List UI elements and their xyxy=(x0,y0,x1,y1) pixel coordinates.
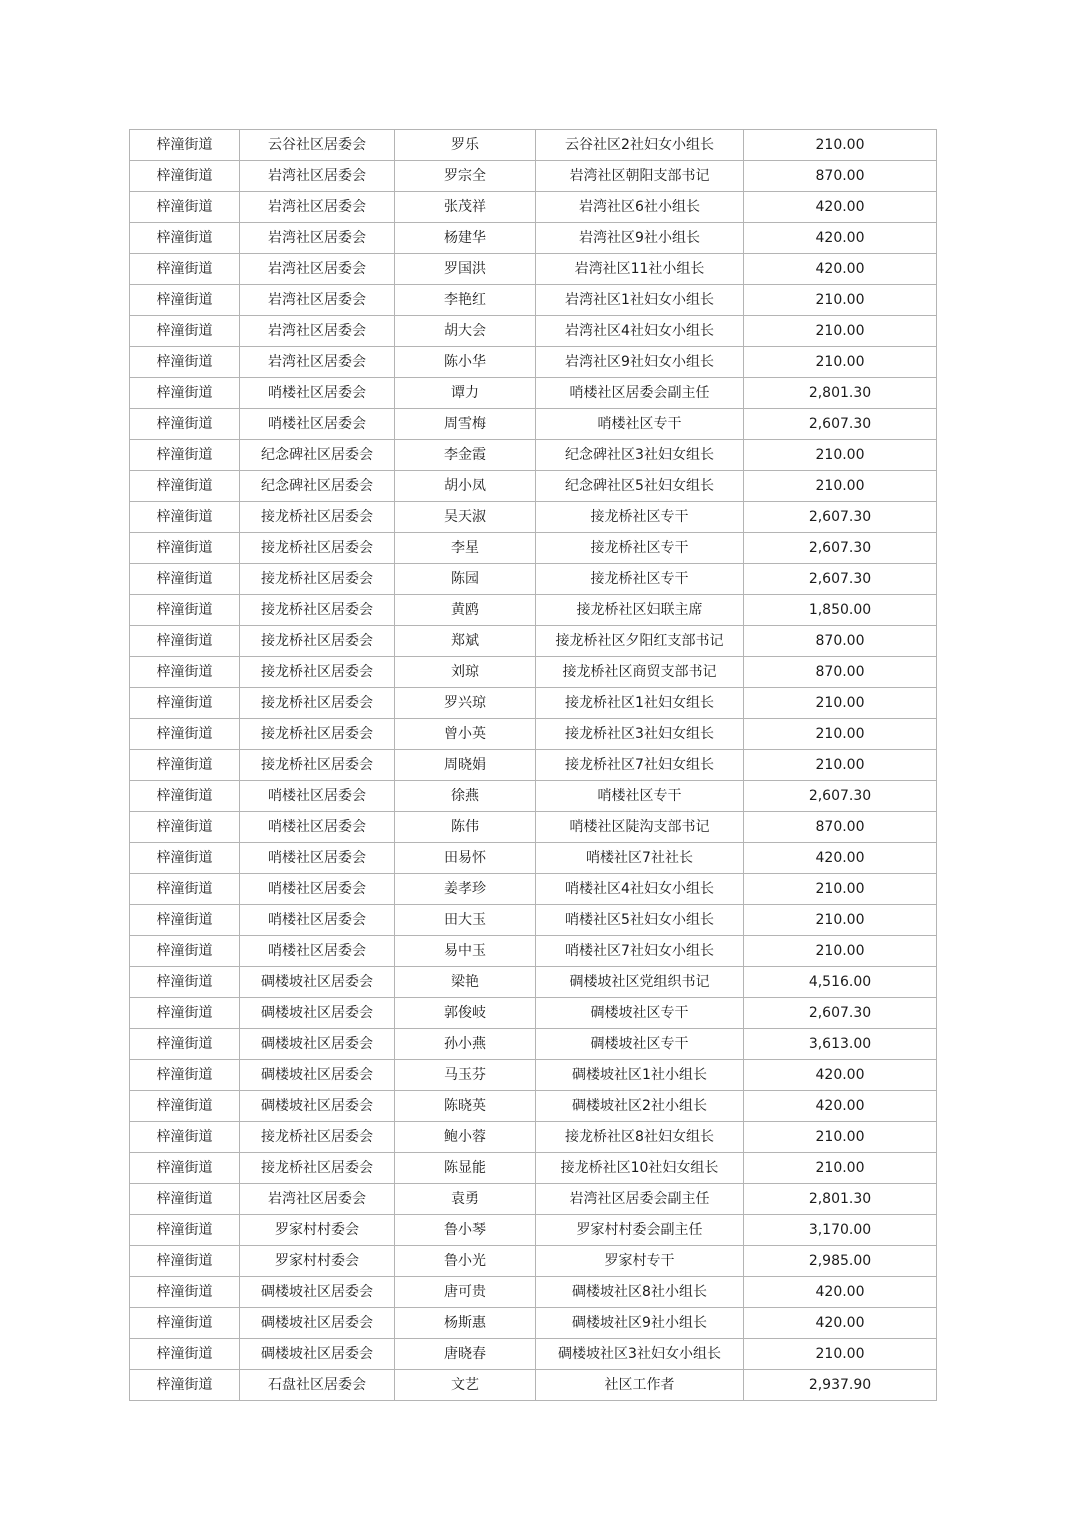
position-cell: 罗家村专干 xyxy=(536,1246,744,1277)
committee-cell: 接龙桥社区居委会 xyxy=(240,564,395,595)
position-cell: 纪念碑社区3社妇女组长 xyxy=(536,440,744,471)
position-cell: 接龙桥社区3社妇女组长 xyxy=(536,719,744,750)
committee-cell: 接龙桥社区居委会 xyxy=(240,750,395,781)
position-cell: 碉楼坡社区3社妇女小组长 xyxy=(536,1339,744,1370)
position-cell: 岩湾社区1社妇女小组长 xyxy=(536,285,744,316)
table-row xyxy=(130,1308,937,1339)
committee-cell: 接龙桥社区居委会 xyxy=(240,1122,395,1153)
amount-cell: 870.00 xyxy=(744,626,937,657)
position-cell: 哨楼社区5社妇女小组长 xyxy=(536,905,744,936)
table-row xyxy=(130,409,937,440)
name-cell: 胡小凤 xyxy=(395,471,536,502)
street-cell: 梓潼街道 xyxy=(130,1060,240,1091)
amount-cell: 210.00 xyxy=(744,936,937,967)
table-row xyxy=(130,1122,937,1153)
name-cell: 陈小华 xyxy=(395,347,536,378)
position-cell: 岩湾社区4社妇女小组长 xyxy=(536,316,744,347)
committee-cell: 岩湾社区居委会 xyxy=(240,285,395,316)
table-row xyxy=(130,626,937,657)
name-cell: 杨斯惠 xyxy=(395,1308,536,1339)
amount-cell: 210.00 xyxy=(744,874,937,905)
table-row xyxy=(130,967,937,998)
name-cell: 唐晓春 xyxy=(395,1339,536,1370)
table-row xyxy=(130,595,937,626)
table-row xyxy=(130,905,937,936)
name-cell: 陈园 xyxy=(395,564,536,595)
position-cell: 哨楼社区居委会副主任 xyxy=(536,378,744,409)
table-row xyxy=(130,471,937,502)
amount-cell: 1,850.00 xyxy=(744,595,937,626)
amount-cell: 420.00 xyxy=(744,192,937,223)
table-row xyxy=(130,254,937,285)
name-cell: 陈显能 xyxy=(395,1153,536,1184)
position-cell: 接龙桥社区夕阳红支部书记 xyxy=(536,626,744,657)
amount-cell: 2,607.30 xyxy=(744,502,937,533)
name-cell: 刘琼 xyxy=(395,657,536,688)
name-cell: 马玉芬 xyxy=(395,1060,536,1091)
table-row xyxy=(130,285,937,316)
name-cell: 李星 xyxy=(395,533,536,564)
committee-cell: 岩湾社区居委会 xyxy=(240,254,395,285)
amount-cell: 420.00 xyxy=(744,1308,937,1339)
committee-cell: 接龙桥社区居委会 xyxy=(240,533,395,564)
table-row xyxy=(130,750,937,781)
position-cell: 哨楼社区专干 xyxy=(536,781,744,812)
street-cell: 梓潼街道 xyxy=(130,967,240,998)
amount-cell: 210.00 xyxy=(744,719,937,750)
table-row xyxy=(130,347,937,378)
name-cell: 孙小燕 xyxy=(395,1029,536,1060)
table-row xyxy=(130,533,937,564)
table-row xyxy=(130,1277,937,1308)
table-row xyxy=(130,502,937,533)
street-cell: 梓潼街道 xyxy=(130,378,240,409)
street-cell: 梓潼街道 xyxy=(130,316,240,347)
position-cell: 接龙桥社区商贸支部书记 xyxy=(536,657,744,688)
committee-cell: 哨楼社区居委会 xyxy=(240,936,395,967)
committee-cell: 石盘社区居委会 xyxy=(240,1370,395,1401)
table-body xyxy=(130,130,937,1401)
name-cell: 罗宗全 xyxy=(395,161,536,192)
committee-cell: 哨楼社区居委会 xyxy=(240,781,395,812)
position-cell: 哨楼社区4社妇女小组长 xyxy=(536,874,744,905)
position-cell: 碉楼坡社区专干 xyxy=(536,1029,744,1060)
committee-cell: 碉楼坡社区居委会 xyxy=(240,1277,395,1308)
table-row xyxy=(130,843,937,874)
table-row xyxy=(130,1370,937,1401)
amount-cell: 420.00 xyxy=(744,1277,937,1308)
position-cell: 碉楼坡社区9社小组长 xyxy=(536,1308,744,1339)
amount-cell: 420.00 xyxy=(744,1060,937,1091)
amount-cell: 210.00 xyxy=(744,1122,937,1153)
position-cell: 碉楼坡社区党组织书记 xyxy=(536,967,744,998)
amount-cell: 3,613.00 xyxy=(744,1029,937,1060)
amount-cell: 2,607.30 xyxy=(744,998,937,1029)
table-row xyxy=(130,936,937,967)
street-cell: 梓潼街道 xyxy=(130,843,240,874)
amount-cell: 870.00 xyxy=(744,161,937,192)
street-cell: 梓潼街道 xyxy=(130,502,240,533)
street-cell: 梓潼街道 xyxy=(130,1277,240,1308)
street-cell: 梓潼街道 xyxy=(130,1339,240,1370)
table-row xyxy=(130,719,937,750)
committee-cell: 接龙桥社区居委会 xyxy=(240,626,395,657)
name-cell: 鲁小光 xyxy=(395,1246,536,1277)
committee-cell: 碉楼坡社区居委会 xyxy=(240,1308,395,1339)
position-cell: 哨楼社区7社社长 xyxy=(536,843,744,874)
name-cell: 周雪梅 xyxy=(395,409,536,440)
name-cell: 谭力 xyxy=(395,378,536,409)
street-cell: 梓潼街道 xyxy=(130,533,240,564)
position-cell: 哨楼社区7社妇女小组长 xyxy=(536,936,744,967)
committee-cell: 碉楼坡社区居委会 xyxy=(240,967,395,998)
name-cell: 罗国洪 xyxy=(395,254,536,285)
amount-cell: 2,801.30 xyxy=(744,1184,937,1215)
amount-cell: 2,937.90 xyxy=(744,1370,937,1401)
street-cell: 梓潼街道 xyxy=(130,1246,240,1277)
amount-cell: 420.00 xyxy=(744,843,937,874)
amount-cell: 3,170.00 xyxy=(744,1215,937,1246)
street-cell: 梓潼街道 xyxy=(130,1122,240,1153)
position-cell: 岩湾社区11社小组长 xyxy=(536,254,744,285)
position-cell: 接龙桥社区专干 xyxy=(536,533,744,564)
street-cell: 梓潼街道 xyxy=(130,874,240,905)
committee-cell: 接龙桥社区居委会 xyxy=(240,719,395,750)
committee-cell: 哨楼社区居委会 xyxy=(240,874,395,905)
amount-cell: 2,607.30 xyxy=(744,533,937,564)
amount-cell: 210.00 xyxy=(744,750,937,781)
amount-cell: 210.00 xyxy=(744,471,937,502)
street-cell: 梓潼街道 xyxy=(130,223,240,254)
committee-cell: 纪念碑社区居委会 xyxy=(240,471,395,502)
street-cell: 梓潼街道 xyxy=(130,192,240,223)
amount-cell: 2,801.30 xyxy=(744,378,937,409)
name-cell: 郑斌 xyxy=(395,626,536,657)
committee-cell: 哨楼社区居委会 xyxy=(240,409,395,440)
position-cell: 云谷社区2社妇女小组长 xyxy=(536,130,744,161)
name-cell: 张茂祥 xyxy=(395,192,536,223)
street-cell: 梓潼街道 xyxy=(130,161,240,192)
street-cell: 梓潼街道 xyxy=(130,1370,240,1401)
street-cell: 梓潼街道 xyxy=(130,409,240,440)
amount-cell: 2,607.30 xyxy=(744,409,937,440)
name-cell: 田大玉 xyxy=(395,905,536,936)
amount-cell: 420.00 xyxy=(744,223,937,254)
table-row xyxy=(130,688,937,719)
street-cell: 梓潼街道 xyxy=(130,285,240,316)
amount-cell: 210.00 xyxy=(744,130,937,161)
position-cell: 接龙桥社区7社妇女组长 xyxy=(536,750,744,781)
amount-cell: 2,607.30 xyxy=(744,564,937,595)
street-cell: 梓潼街道 xyxy=(130,1153,240,1184)
amount-cell: 210.00 xyxy=(744,316,937,347)
name-cell: 陈伟 xyxy=(395,812,536,843)
table-row xyxy=(130,874,937,905)
name-cell: 姜孝珍 xyxy=(395,874,536,905)
street-cell: 梓潼街道 xyxy=(130,812,240,843)
position-cell: 哨楼社区专干 xyxy=(536,409,744,440)
position-cell: 接龙桥社区10社妇女组长 xyxy=(536,1153,744,1184)
street-cell: 梓潼街道 xyxy=(130,719,240,750)
amount-cell: 210.00 xyxy=(744,688,937,719)
name-cell: 梁艳 xyxy=(395,967,536,998)
committee-cell: 接龙桥社区居委会 xyxy=(240,688,395,719)
table-row xyxy=(130,316,937,347)
amount-cell: 870.00 xyxy=(744,812,937,843)
table-row xyxy=(130,1339,937,1370)
name-cell: 周晓娟 xyxy=(395,750,536,781)
position-cell: 接龙桥社区专干 xyxy=(536,564,744,595)
street-cell: 梓潼街道 xyxy=(130,905,240,936)
table-row xyxy=(130,440,937,471)
name-cell: 文艺 xyxy=(395,1370,536,1401)
table-row xyxy=(130,564,937,595)
table-row xyxy=(130,1029,937,1060)
table-row xyxy=(130,161,937,192)
amount-cell: 2,985.00 xyxy=(744,1246,937,1277)
name-cell: 吴天淑 xyxy=(395,502,536,533)
table-row xyxy=(130,223,937,254)
name-cell: 杨建华 xyxy=(395,223,536,254)
name-cell: 鲍小蓉 xyxy=(395,1122,536,1153)
position-cell: 岩湾社区6社小组长 xyxy=(536,192,744,223)
position-cell: 接龙桥社区专干 xyxy=(536,502,744,533)
committee-cell: 碉楼坡社区居委会 xyxy=(240,1029,395,1060)
position-cell: 罗家村村委会副主任 xyxy=(536,1215,744,1246)
street-cell: 梓潼街道 xyxy=(130,750,240,781)
name-cell: 鲁小琴 xyxy=(395,1215,536,1246)
position-cell: 接龙桥社区8社妇女组长 xyxy=(536,1122,744,1153)
street-cell: 梓潼街道 xyxy=(130,564,240,595)
position-cell: 岩湾社区朝阳支部书记 xyxy=(536,161,744,192)
committee-cell: 碉楼坡社区居委会 xyxy=(240,1060,395,1091)
amount-cell: 210.00 xyxy=(744,1339,937,1370)
street-cell: 梓潼街道 xyxy=(130,1184,240,1215)
committee-cell: 哨楼社区居委会 xyxy=(240,812,395,843)
table-row xyxy=(130,657,937,688)
table-row xyxy=(130,812,937,843)
amount-cell: 210.00 xyxy=(744,905,937,936)
street-cell: 梓潼街道 xyxy=(130,998,240,1029)
street-cell: 梓潼街道 xyxy=(130,347,240,378)
position-cell: 接龙桥社区妇联主席 xyxy=(536,595,744,626)
position-cell: 哨楼社区陡沟支部书记 xyxy=(536,812,744,843)
amount-cell: 4,516.00 xyxy=(744,967,937,998)
position-cell: 岩湾社区9社小组长 xyxy=(536,223,744,254)
position-cell: 岩湾社区居委会副主任 xyxy=(536,1184,744,1215)
table-row xyxy=(130,1184,937,1215)
name-cell: 田易怀 xyxy=(395,843,536,874)
subsidy-table xyxy=(129,129,937,1401)
name-cell: 罗兴琼 xyxy=(395,688,536,719)
position-cell: 碉楼坡社区专干 xyxy=(536,998,744,1029)
committee-cell: 哨楼社区居委会 xyxy=(240,843,395,874)
table-row xyxy=(130,781,937,812)
committee-cell: 罗家村村委会 xyxy=(240,1215,395,1246)
committee-cell: 岩湾社区居委会 xyxy=(240,192,395,223)
amount-cell: 870.00 xyxy=(744,657,937,688)
street-cell: 梓潼街道 xyxy=(130,1215,240,1246)
name-cell: 曾小英 xyxy=(395,719,536,750)
amount-cell: 210.00 xyxy=(744,285,937,316)
name-cell: 胡大会 xyxy=(395,316,536,347)
amount-cell: 210.00 xyxy=(744,440,937,471)
name-cell: 唐可贵 xyxy=(395,1277,536,1308)
name-cell: 易中玉 xyxy=(395,936,536,967)
amount-cell: 420.00 xyxy=(744,1091,937,1122)
committee-cell: 接龙桥社区居委会 xyxy=(240,595,395,626)
name-cell: 徐燕 xyxy=(395,781,536,812)
name-cell: 郭俊岐 xyxy=(395,998,536,1029)
table-row xyxy=(130,192,937,223)
amount-cell: 210.00 xyxy=(744,1153,937,1184)
table-row xyxy=(130,1060,937,1091)
street-cell: 梓潼街道 xyxy=(130,1091,240,1122)
position-cell: 碉楼坡社区8社小组长 xyxy=(536,1277,744,1308)
committee-cell: 纪念碑社区居委会 xyxy=(240,440,395,471)
table-row xyxy=(130,1215,937,1246)
street-cell: 梓潼街道 xyxy=(130,626,240,657)
table-row xyxy=(130,1091,937,1122)
position-cell: 碉楼坡社区2社小组长 xyxy=(536,1091,744,1122)
amount-cell: 420.00 xyxy=(744,254,937,285)
committee-cell: 碉楼坡社区居委会 xyxy=(240,1091,395,1122)
table-row xyxy=(130,378,937,409)
committee-cell: 接龙桥社区居委会 xyxy=(240,1153,395,1184)
committee-cell: 岩湾社区居委会 xyxy=(240,1184,395,1215)
name-cell: 李金霞 xyxy=(395,440,536,471)
street-cell: 梓潼街道 xyxy=(130,1308,240,1339)
committee-cell: 岩湾社区居委会 xyxy=(240,161,395,192)
street-cell: 梓潼街道 xyxy=(130,440,240,471)
position-cell: 岩湾社区9社妇女小组长 xyxy=(536,347,744,378)
street-cell: 梓潼街道 xyxy=(130,657,240,688)
committee-cell: 碉楼坡社区居委会 xyxy=(240,998,395,1029)
committee-cell: 哨楼社区居委会 xyxy=(240,905,395,936)
amount-cell: 210.00 xyxy=(744,347,937,378)
position-cell: 社区工作者 xyxy=(536,1370,744,1401)
street-cell: 梓潼街道 xyxy=(130,254,240,285)
name-cell: 黄鸥 xyxy=(395,595,536,626)
position-cell: 纪念碑社区5社妇女组长 xyxy=(536,471,744,502)
committee-cell: 哨楼社区居委会 xyxy=(240,378,395,409)
street-cell: 梓潼街道 xyxy=(130,1029,240,1060)
committee-cell: 罗家村村委会 xyxy=(240,1246,395,1277)
name-cell: 陈晓英 xyxy=(395,1091,536,1122)
committee-cell: 岩湾社区居委会 xyxy=(240,316,395,347)
street-cell: 梓潼街道 xyxy=(130,130,240,161)
name-cell: 袁勇 xyxy=(395,1184,536,1215)
street-cell: 梓潼街道 xyxy=(130,781,240,812)
committee-cell: 碉楼坡社区居委会 xyxy=(240,1339,395,1370)
table-row xyxy=(130,998,937,1029)
position-cell: 碉楼坡社区1社小组长 xyxy=(536,1060,744,1091)
committee-cell: 岩湾社区居委会 xyxy=(240,347,395,378)
name-cell: 罗乐 xyxy=(395,130,536,161)
table-row xyxy=(130,1246,937,1277)
name-cell: 李艳红 xyxy=(395,285,536,316)
amount-cell: 2,607.30 xyxy=(744,781,937,812)
street-cell: 梓潼街道 xyxy=(130,595,240,626)
table-row xyxy=(130,1153,937,1184)
committee-cell: 云谷社区居委会 xyxy=(240,130,395,161)
street-cell: 梓潼街道 xyxy=(130,936,240,967)
committee-cell: 接龙桥社区居委会 xyxy=(240,657,395,688)
street-cell: 梓潼街道 xyxy=(130,471,240,502)
position-cell: 接龙桥社区1社妇女组长 xyxy=(536,688,744,719)
committee-cell: 岩湾社区居委会 xyxy=(240,223,395,254)
street-cell: 梓潼街道 xyxy=(130,688,240,719)
table-row xyxy=(130,130,937,161)
committee-cell: 接龙桥社区居委会 xyxy=(240,502,395,533)
